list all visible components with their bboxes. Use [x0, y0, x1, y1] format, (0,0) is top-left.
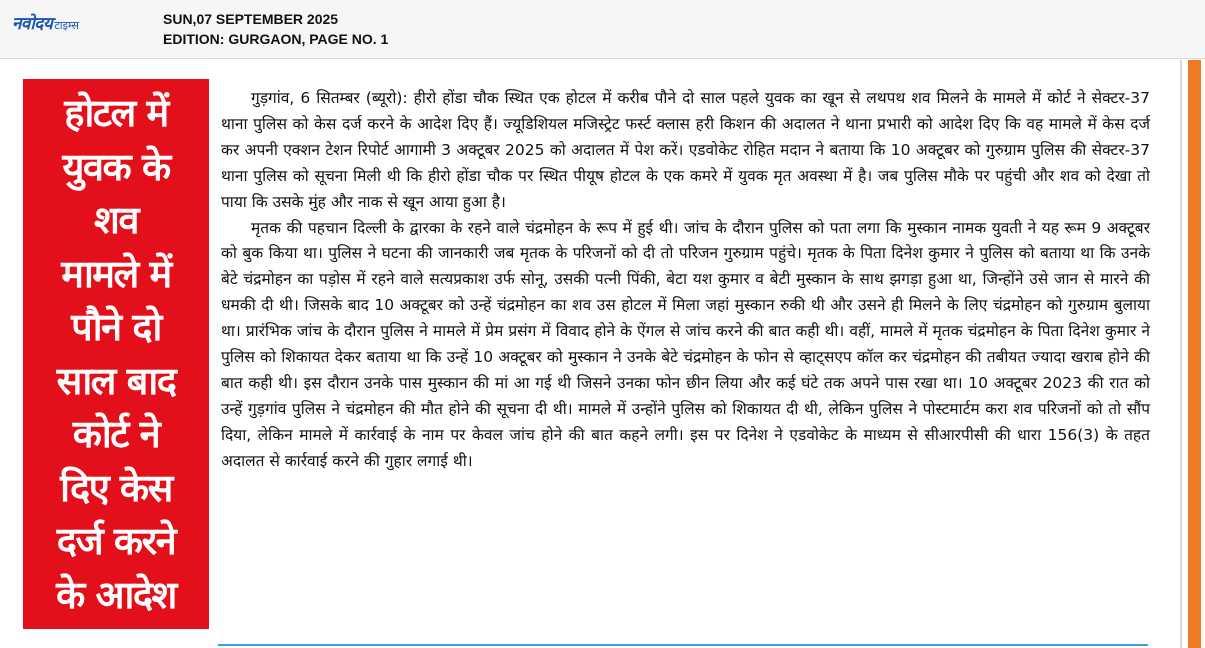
logo-sub-text: टाइम्स	[54, 19, 79, 32]
masthead-bar	[0, 0, 1205, 59]
headline-line: शव	[94, 198, 138, 242]
headline-line: युवक के	[62, 144, 170, 189]
article-paragraph: गुड़गांव, 6 सितम्बर (ब्यूरो): हीरो होंडा चौक स्थित एक होटल में करीब पौने दो साल पहले युवक का खून से लथपथ शव मिलने के मामले में कोर्ट ने सेक्टर-37 थाना पुलिस को केस दर्ज करने के आदेश दिए हैं। ज्यूडिशियल मजिस्ट्रेट फर्स्ट क्लास हरी किशन की अदालत ने थाना प्रभारी को आदेश दिए कि वह मामले में केस दर्ज कर अपनी एक्शन टेशन रिपोर्ट आगामी 3 अक्टूबर 2025 को अदालत में पेश करें। एडवोकेट रोहित मदान ने बताया कि 10 अक्टूबर को गुरुग्राम पुलिस की सेक्टर-37 थाना पुलिस को सूचना मिली थी कि हीरो होंडा चौक पर स्थित पीयूष होटल के एक कमरे में युवक मृत अवस्था में है। जब पुलिस मौके पर पहुंची और शव को देखा तो पाया कि उसके मुंह और नाक से खून आया हुआ है।	[221, 89, 1151, 211]
newspaper-logo[interactable]	[12, 12, 79, 34]
publication-date: SUN,07 SEPTEMBER 2025	[163, 11, 339, 27]
headline-line: दिए केस	[60, 465, 172, 510]
headline-line: पौने दो	[71, 305, 161, 349]
edition-info	[163, 9, 388, 49]
headline-line: कोर्ट ने	[72, 412, 160, 456]
accent-side-bar	[1188, 60, 1201, 648]
logo-main-text: नवोदय	[12, 14, 53, 34]
headline-line: साल बाद	[56, 358, 176, 403]
page-edge-divider	[1180, 60, 1182, 648]
headline-line: होटल में	[64, 91, 168, 135]
headline-line: के आदेश	[56, 572, 176, 617]
headline-line: दर्ज करने	[56, 519, 176, 563]
bottom-divider	[218, 644, 1148, 646]
headline-box	[23, 79, 209, 629]
article-paragraph: मृतक की पहचान दिल्ली के द्वारका के रहने वाले चंद्रमोहन के रूप में हुई थी। जांच के दौरान पुलिस को पता लगा कि मुस्कान नामक युवती ने यह रूम 9 अक्टूबर को बुक किया था। पुलिस ने घटना की जानकारी जब मृतक के परिजनों को दी तो परिजन गुरुग्राम पहुंचे। मृतक के पिता दिनेश कुमार ने पुलिस को बताया था कि उनके बेटे चंद्रमोहन का पड़ोस में रहने वाले सत्यप्रकाश उर्फ सोनू, उसकी पत्नी पिंकी, बेटा यश कुमार व बेटी मुस्कान के साथ झगड़ा हुआ था, जिन्होंने उसे जान से मारने की धमकी दी थी। जिसके बाद 10 अक्टूबर को उन्हें चंद्रमोहन का शव उस होटल में मिला जहां मुस्कान रुकी थी और उसने ही मिलने के लिए चंद्रमोहन को गुरुग्राम बुलाया था। प्रारंभिक जांच के दौरान पुलिस ने मामले में प्रेम प्रसंग में विवाद होने के ऐंगल से जांच करने की बात कही थी। वहीं, मामले में मृतक चंद्रमोहन के पिता दिनेश कुमार ने पुलिस को शिकायत देकर बताया था कि उन्हें 10 अक्टूबर को मुस्कान ने उनके बेटे चंद्रमोहन के फोन से व्हाट्सएप कॉल कर चंद्रमोहन की तबीयत ज्यादा खराब होने की बात कही थी। इस दौरान उनके पास मुस्कान की मां आ गई थी जिसने उनका फोन छीन लिया और कई घंटे तक अपने पास रखा था। 10 अक्टूबर 2023 की रात को उन्हें गुड़गांव पुलिस ने चंद्रमोहन की मौत होने की सूचना दी थी। मामले में उन्होंने पुलिस को शिकायत दी थी, लेकिन पुलिस ने पोस्टमार्टम करा शव परिजनों को तो सौंप दिया, लेकिन मामले में कार्रवाई के नाम पर केवल जांच होने की बात कहने लगी। इस पर दिनेश ने एडवोकेट के माध्यम से सीआरपीसी की धारा 156(3) के तहत अदालत से कार्रवाई करने की गुहार लगाई थी।	[221, 218, 1150, 470]
edition-page: EDITION: GURGAON, PAGE NO. 1	[163, 31, 389, 47]
article-body	[221, 86, 1150, 475]
headline-line: मामले में	[61, 251, 171, 296]
